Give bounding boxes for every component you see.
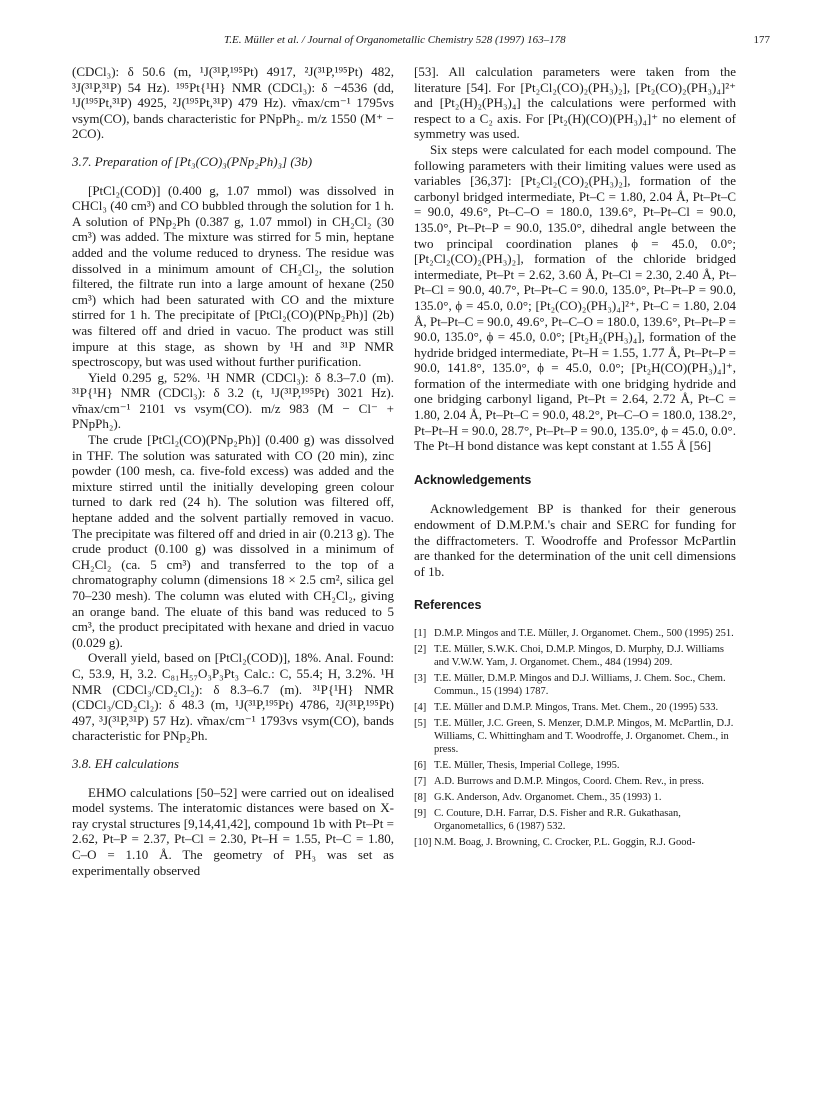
reference-text: T.E. Müller, Thesis, Imperial College, 1995.: [434, 760, 620, 771]
page-number: 177: [753, 34, 770, 46]
spacer: [414, 579, 736, 588]
acknowledgements-text: Acknowledgement BP is thanked for their generous endowment of D.M.P.M.'s chair and SERC for funding for the diffractometers. T. Woodroffe and Professor McPartlin are thanked for the determination of the unit cell dimensions of 1b.: [414, 501, 736, 579]
reference-text: T.E. Müller, D.M.P. Mingos and D.J. Williams, J. Chem. Soc., Chem. Commun., 15 (1994) 1787.: [434, 673, 726, 697]
reference-item: [414, 643, 736, 669]
reference-item: [414, 807, 736, 833]
reference-number: [7]: [414, 776, 427, 787]
paragraph-preparation: [PtCl₂(COD)] (0.400 g, 1.07 mmol) was dissolved in CHCl₃ (40 cm³) and CO bubbled through the solution for 1 h. A solution of PNp₂Ph (0.387 g, 1.07 mmol) in CH₂Cl₂ (30 cm³) was added. The mixture was stirred for 5 min, heptane added and the volume reduced to dryness. The residue was dissolved in a minimum amount of CH₂Cl₂, the solution filtered, the filtrate run into a large amount of hexane (250 cm³) which had been saturated with CO and the mixture stirred for 1 h. The precipitate of [PtCl₂(CO)(PNp₂Ph)] (2b) was filtered off and dried in vacuo. The product was still impure at this stage, as shown by ¹H and ³¹P NMR spectroscopy, but was used without further purification.: [72, 182, 394, 370]
paragraph-ehmo: EHMO calculations [50–52] were carried out on idealised model systems. The interatomic distances were based on X-ray crystal structures [9,14,41,42], compound 1b with Pt–Pt = 2.62, Pt–P = 2.37, Pt–Cl = 2.30, Pt–H = 1.55, Pt–C = 1.80, C–O = 1.10 Å. The geometry of PH₃ was set as experimentally observed: [72, 784, 394, 878]
reference-number: [9]: [414, 808, 427, 819]
references-heading: References: [414, 598, 482, 613]
reference-item: [414, 759, 736, 772]
reference-list: [414, 627, 736, 849]
reference-number: [10]: [414, 837, 432, 848]
reference-number: [5]: [414, 718, 427, 729]
reference-item: [414, 627, 736, 640]
reference-item: [414, 775, 736, 788]
reference-item: [414, 717, 736, 756]
reference-item: [414, 672, 736, 698]
reference-text: N.M. Boag, J. Browning, C. Crocker, P.L. Goggin, R.J. Good-: [434, 837, 696, 848]
reference-text: D.M.P. Mingos and T.E. Müller, J. Organomet. Chem., 500 (1995) 251.: [434, 628, 734, 639]
paragraph-calc-parameters: [53]. All calculation parameters were taken from the literature [54]. For [Pt₂Cl₂(CO)₂(PH₃)₂], [Pt₂(CO)₂(PH₃)₄]²⁺ and [Pt₂(H)₂(PH₃)₄] the calculations were performed with respect to a C₂ axis. For [Pt₂(H)(CO)(PH₃)₄]⁺ no element of symmetry was used.: [414, 64, 736, 142]
reference-text: G.K. Anderson, Adv. Organomet. Chem., 35 (1993) 1.: [434, 792, 662, 803]
section-heading-3-8: 3.8. EH calculations: [72, 755, 179, 771]
reference-item: [414, 791, 736, 804]
reference-number: [1]: [414, 628, 427, 639]
reference-number: [4]: [414, 702, 427, 713]
reference-item: [414, 836, 736, 849]
reference-text: T.E. Müller and D.M.P. Mingos, Trans. Met. Chem., 20 (1995) 533.: [434, 702, 719, 713]
reference-text: C. Couture, D.H. Farrar, D.S. Fisher and R.R. Gukathasan, Organometallics, 6 (1987) 532.: [434, 808, 681, 832]
paragraph-yield: Yield 0.295 g, 52%. ¹H NMR (CDCl₃): δ 8.3–7.0 (m). ³¹P{¹H} NMR (CDCl₃): δ 3.2 (t, ¹J(³¹P,¹⁹⁵Pt) 3021 Hz). ν̃max/cm⁻¹ 2101 vs νsym(CO). m/z 983 (M − Cl⁻ + PNpPh₂).: [72, 369, 394, 432]
paragraph-nmr-data: (CDCl₃): δ 50.6 (m, ¹J(³¹P,¹⁹⁵Pt) 4917, ²J(³¹P,¹⁹⁵Pt) 482, ³J(³¹P,³¹P) 54 Hz). ¹⁹⁵Pt{¹H} NMR (CDCl₃): δ −4536 (dd, ¹J(¹⁹⁵Pt,³¹P) 4925, ²J(¹⁹⁵Pt,³¹P) 479 Hz). ν̃max/cm⁻¹ 1795vs νsym(CO), bands characteristic for PNpPh₂. m/z 1550 (M⁺ − 2CO).: [72, 64, 394, 142]
reference-number: [8]: [414, 792, 427, 803]
reference-text: T.E. Müller, J.C. Green, S. Menzer, D.M.P. Mingos, M. McPartlin, D.J. Williams, C. Whittingham and T. Woodroffe, J. Organomet. Chem., in press.: [434, 718, 734, 755]
reference-number: [2]: [414, 644, 427, 655]
left-column: [72, 64, 394, 878]
reference-text: T.E. Müller, S.W.K. Choi, D.M.P. Mingos, D. Murphy, D.J. Williams and V.W.W. Yam, J. Organomet. Chem., 484 (1994) 209.: [434, 644, 724, 668]
running-title: T.E. Müller et al. / Journal of Organometallic Chemistry 528 (1997) 163–178: [224, 34, 566, 46]
spacer: [414, 454, 736, 463]
section-heading-3-7: 3.7. Preparation of [Pt₃(CO)₃(PNp₂Ph)₃] (3b): [72, 153, 313, 169]
paragraph-overall-yield: Overall yield, based on [PtCl₂(COD)], 18%. Anal. Found: C, 53.9, H, 3.2. C₈₁H₅₇O₃P₃Pt₃ Calc.: C, 55.4; H, 3.2%. ¹H NMR (CDCl₃/CD₂Cl₂): δ 8.3–6.7 (m). ³¹P{¹H} NMR (CDCl₃/CD₂Cl₂): δ 48.3 (m, ¹J(³¹P,¹⁹⁵Pt) 4786, ²J(³¹P,¹⁹⁵Pt) 497, ³J(³¹P,³¹P) 57 Hz). ν̃max/cm⁻¹ 1793vs νsym(CO), bands characteristic for PNp₂Ph.: [72, 650, 394, 744]
right-column: [414, 64, 736, 852]
reference-text: A.D. Burrows and D.M.P. Mingos, Coord. Chem. Rev., in press.: [434, 776, 704, 787]
acknowledgements-heading: Acknowledgements: [414, 472, 532, 487]
reference-item: [414, 701, 736, 714]
reference-number: [3]: [414, 673, 427, 684]
reference-number: [6]: [414, 760, 427, 771]
running-header: [72, 34, 772, 50]
paragraph-crude-product: The crude [PtCl₂(CO)(PNp₂Ph)] (0.400 g) was dissolved in THF. The solution was saturated with CO (20 min), zinc powder (100 mesh, ca. five-fold excess) was added and the mixture stirred until the initially developing green colour turned to dark red (24 h). The solution was filtered off, heptane added and the solvent partially removed in vacuo. The precipitate was filtered off and dried in air (0.213 g). The crude product (0.100 g) was dissolved in a minimum of CH₂Cl₂ (ca. 5 cm³) and transferred to the top of a chromatography column (dimensions 18 × 2.5 cm², silica gel 70–230 mesh). The column was eluted with CH₂Cl₂, giving an orange band. The eluate of this band was reduced to 5 cm³, the product precipitated with hexane and dried in vacuo (0.029 g).: [72, 432, 394, 650]
paragraph-six-steps: Six steps were calculated for each model compound. The following parameters with their limiting values were used as variables [36,37]: [Pt₂Cl₂(CO)₂(PH₃)₂], formation of the carbonyl bridged intermediate, Pt–C = 1.80, 2.04 Å, Pt–Pt–C = 90.0, 49.6°, Pt–C–O = 180.0, 139.6°, Pt–Pt–Cl = 90.0, 135.0°, Pt–Pt–P = 90.0, 135.0°, dihedral angle between the two principal coordination planes ϕ = 45.0, 0.0°; [Pt₂Cl₂(CO)₂(PH₃)₂], formation of the chloride bridged intermediate, Pt–Pt = 2.62, 3.60 Å, Pt–Cl = 2.30, 2.40 Å, Pt–Pt–Cl = 90.0, 40.7°, Pt–Pt–C = 90.0, 135.0°, Pt–Pt–P = 90.0, 135.0°, ϕ = 45.0, 0.0°; [Pt₂(CO)₂(PH₃)₄]²⁺, Pt–C = 1.80, 2.04 Å, Pt–Pt–C = 90.0, 49.6°, Pt–C–O = 180.0, 139.6°, Pt–Pt–P = 90.0, 135.0°, ϕ = 45.0, 0.0°; [Pt₂H₂(PH₃)₄], formation of the hydride bridged intermediate, Pt–H = 1.55, 1.77 Å, Pt–Pt–P = 90.0, 141.8°, 135.0°, ϕ = 45.0, 0.0°; [Pt₂H(CO)(PH₃)₄]⁺, formation of the intermediate with one bridging hydride and one bridging carbonyl ligand, Pt–Pt = 2.64, 2.72 Å, Pt–C = 1.80, 2.04 Å, Pt–Pt–C = 90.0, 48.2°, Pt–C–O = 180.0, 138.2°, Pt–Pt–H = 90.0, 28.7°, Pt–Pt–P = 90.0, 135.0°, ϕ = 45.0, 0.0°. The Pt–H bond distance was kept constant at 1.55 Å [56]: [414, 141, 736, 454]
